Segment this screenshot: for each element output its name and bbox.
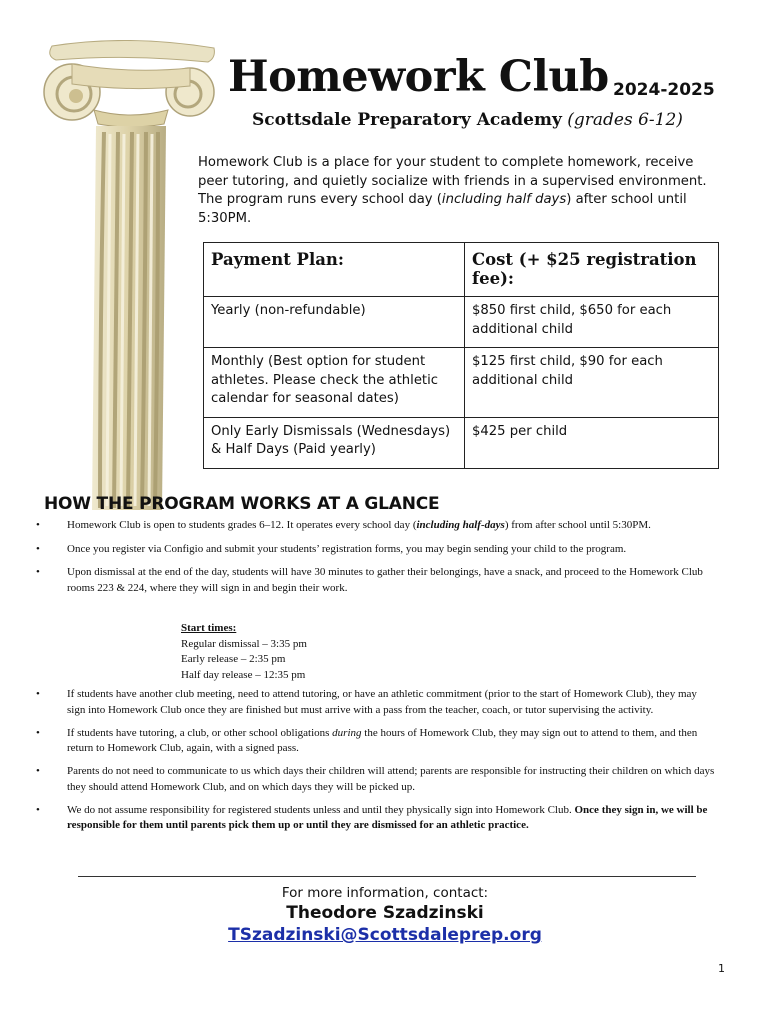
plan-cell: Yearly (non-refundable) bbox=[204, 297, 465, 348]
table-row bbox=[204, 348, 719, 418]
list-item bbox=[36, 565, 716, 596]
bullet-icon: • bbox=[36, 519, 40, 531]
bullet-icon: • bbox=[36, 688, 40, 700]
list-item bbox=[36, 764, 716, 795]
page-number: 1 bbox=[718, 962, 725, 975]
contact-email-link[interactable]: TSzadzinski@Scottsdaleprep.org bbox=[228, 925, 542, 945]
start-time-early: Early release – 2:35 pm bbox=[181, 653, 286, 665]
start-times-block bbox=[181, 621, 307, 683]
cost-cell: $125 first child, $90 for each additional child bbox=[465, 348, 719, 418]
payment-plan-table bbox=[203, 242, 719, 469]
list-text: We do not assume responsibility for registered students unless and until they physically sign into Homework Club. bbox=[67, 803, 575, 816]
plan-cell: Monthly (Best option for student athletes. Please check the athletic calendar for seasonal dates) bbox=[204, 348, 465, 418]
program-policies-list bbox=[36, 687, 716, 834]
list-text: Once you register via Configio and submit your students’ registration forms, you may begin sending your child to the program. bbox=[67, 542, 627, 555]
bullet-icon: • bbox=[36, 726, 40, 739]
list-text: the hours of Homework Club, they may sign out to attend to them, and then return to Homework Club, again, with a signed pass. bbox=[67, 726, 698, 754]
section-heading: HOW THE PROGRAM WORKS AT A GLANCE bbox=[44, 494, 440, 514]
list-emphasis: during bbox=[332, 726, 362, 739]
start-time-regular: Regular dismissal – 3:35 pm bbox=[181, 637, 307, 650]
title-block bbox=[228, 52, 728, 112]
list-item bbox=[36, 803, 716, 834]
school-year: 2024-2025 bbox=[613, 80, 715, 100]
school-subtitle bbox=[252, 110, 683, 130]
list-item bbox=[36, 726, 716, 757]
table-row bbox=[204, 297, 719, 348]
header-payment-plan: Payment Plan: bbox=[204, 243, 465, 297]
program-details-list bbox=[36, 518, 716, 596]
contact-name: Theodore Szadzinski bbox=[286, 903, 484, 923]
page-title: Homework Club bbox=[228, 52, 609, 102]
grade-range: (grades 6-12) bbox=[567, 110, 683, 130]
plan-cell: Only Early Dismissals (Wednesdays) & Half Days (Paid yearly) bbox=[204, 417, 465, 468]
list-bold-text: Once they sign in, we will be responsible for them until parents pick them up or until they are dismissed for an athletic practice. bbox=[67, 803, 708, 831]
list-text: ) from after school until 5:30PM. bbox=[504, 519, 651, 531]
intro-paragraph bbox=[198, 154, 718, 228]
bullet-icon: • bbox=[36, 542, 40, 555]
list-item bbox=[36, 542, 716, 558]
list-emphasis: including half-days bbox=[416, 519, 505, 531]
cost-cell: $425 per child bbox=[465, 417, 719, 468]
intro-text-1: Homework Club is a place for your student to complete homework, receive peer tutoring, and quietly socialize with friends in a supervised environment. The program runs every school day ( bbox=[198, 155, 707, 207]
header-cost: Cost (+ $25 registration fee): bbox=[465, 243, 719, 297]
school-name: Scottsdale Preparatory Academy bbox=[252, 110, 562, 130]
list-text: Parents do not need to communicate to us which days their children will attend; parents are responsible for instructing their children on which days they should attend Homework Club, and on which days they will be picked up. bbox=[67, 765, 715, 793]
start-time-half: Half day release – 12:35 pm bbox=[181, 668, 306, 681]
list-text: Homework Club is open to students grades 6–12. It operates every school day ( bbox=[67, 519, 417, 531]
table-header-row bbox=[204, 243, 719, 297]
table-row bbox=[204, 417, 719, 468]
contact-email-wrapper bbox=[0, 925, 770, 945]
divider bbox=[78, 876, 696, 877]
list-text: If students have tutoring, a club, or other school obligations bbox=[67, 726, 333, 739]
bullet-icon: • bbox=[36, 803, 40, 816]
bullet-icon: • bbox=[36, 765, 40, 777]
list-item bbox=[36, 687, 716, 718]
list-text: Upon dismissal at the end of the day, students will have 30 minutes to gather their belongings, have a snack, and proceed to the Homework Club rooms 223 & 224, where they will sign in and begin their work. bbox=[67, 566, 703, 594]
intro-text-2: ) after school until 5:30PM. bbox=[198, 192, 687, 226]
bullet-icon: • bbox=[36, 566, 40, 578]
intro-emphasis: including half days bbox=[441, 192, 567, 207]
start-times-heading: Start times: bbox=[181, 622, 237, 634]
cost-cell: $850 first child, $650 for each additional child bbox=[465, 297, 719, 348]
list-text: If students have another club meeting, need to attend tutoring, or have an athletic commitment (prior to the start of Homework Club), they may sign into Homework Club once they are finished but must arrive with a pass from the teacher, coach, or tutor supervising the activity. bbox=[67, 688, 697, 716]
list-item bbox=[36, 518, 716, 534]
ionic-column-icon bbox=[38, 40, 218, 510]
contact-label: For more information, contact: bbox=[281, 885, 489, 901]
